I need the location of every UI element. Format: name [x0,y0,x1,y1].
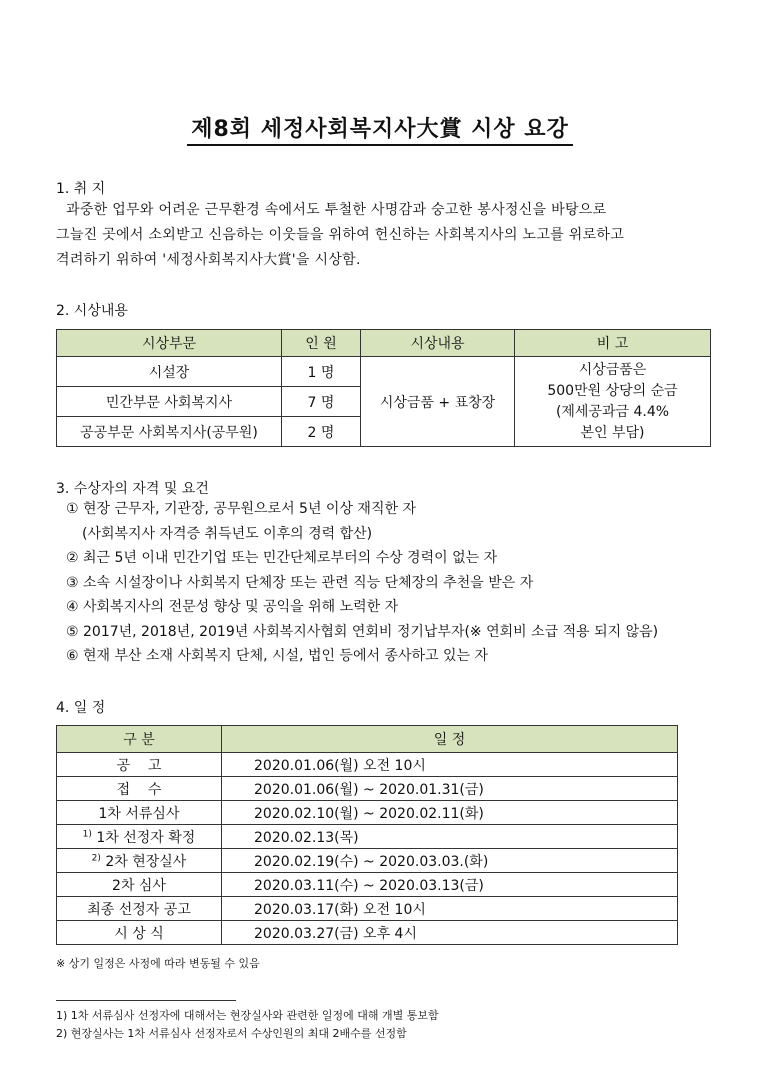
header-division: 구 분 [57,726,222,753]
date-cell: 2020.03.17(화) 오전 10시 [222,897,678,921]
remark-cell [515,357,711,447]
section-1-line-2: 그늘진 곳에서 소외받고 신음하는 이웃들을 위하여 헌신하는 사회복지사의 노고를 위로하고 [56,227,625,243]
list-item: (사회복지사 자격증 취득년도 이후의 경력 합산) [82,525,373,542]
award-cell: 시상금품 + 표창장 [361,357,515,447]
header-remark: 비 고 [515,330,711,357]
header-award: 시상내용 [361,330,515,357]
section-1-line-3: 격려하기 위하여 '세정사회복지사大賞'을 시상함. [56,252,361,268]
page-title: 제8회 세정사회복지사大賞 시상 요강 [0,112,760,143]
remark-line: (제세공과금 4.4% [555,403,670,420]
header-count: 인 원 [282,330,361,357]
category-cell: 민간부문 사회복지사 [57,387,282,417]
table-row [57,873,678,897]
footnote-ref: 1) [82,828,92,839]
footnote-divider [56,1000,236,1001]
list-item: ⑤ 2017년, 2018년, 2019년 사회복지사협회 연회비 정기납부자(※ 연회비 소급 적용 되지 않음) [66,623,659,640]
remark-line: 500만원 상당의 순금 [547,382,678,399]
date-cell: 2020.02.10(월) ~ 2020.02.11(화) [222,801,678,825]
table-row [57,849,678,873]
date-cell: 2020.01.06(월) 오전 10시 [222,753,678,777]
header-category: 시상부문 [57,330,282,357]
section-4-heading: 4. 일 정 [56,700,106,716]
item-cell: 접 수 [57,777,222,801]
award-table [56,329,711,447]
schedule-table-header [57,726,678,753]
count-cell: 7 명 [282,387,361,417]
item-label: 2차 현장실사 [100,853,187,870]
category-cell: 시설장 [57,357,282,387]
remark-line: 시상금품은 [578,361,647,378]
item-cell: 공 고 [57,753,222,777]
date-cell: 2020.01.06(월) ~ 2020.01.31(금) [222,777,678,801]
award-table-header [57,330,711,357]
date-cell: 2020.03.11(수) ~ 2020.03.13(금) [222,873,678,897]
item-cell [57,825,222,849]
list-item: ④ 사회복지사의 전문성 향상 및 공익을 위해 노력한 자 [66,599,399,615]
date-cell: 2020.03.27(금) 오후 4시 [222,921,678,945]
section-3-heading: 3. 수상자의 자격 및 요건 [56,481,209,497]
table-row [57,897,678,921]
header-schedule: 일 정 [222,726,678,753]
footnote-2: 2) 현장실사는 1차 서류심사 선정자로서 수상인원의 최대 2배수를 선정함 [56,1027,407,1040]
list-item: ③ 소속 시설장이나 사회복지 단체장 또는 관련 직능 단체장의 추천을 받은 자 [66,574,534,591]
item-label: 1차 선정자 확정 [91,829,196,846]
item-cell: 시 상 식 [57,921,222,945]
footnote-1: 1) 1차 서류심사 선정자에 대해서는 현장실사와 관련한 일정에 대해 개별 통보함 [56,1009,439,1022]
list-item: ② 최근 5년 이내 민간기업 또는 민간단체로부터의 수상 경력이 없는 자 [66,550,498,566]
item-cell: 1차 서류심사 [57,801,222,825]
footnote-ref: 2) [91,852,101,863]
section-1-line-1: 과중한 업무와 어려운 근무환경 속에서도 투철한 사명감과 숭고한 봉사정신을 바탕으로 [66,202,607,218]
section-1-heading: 1. 취 지 [56,181,106,197]
table-row [57,921,678,945]
item-cell: 2차 심사 [57,873,222,897]
list-item: ⑥ 현재 부산 소재 사회복지 단체, 시설, 법인 등에서 종사하고 있는 자 [66,648,489,664]
date-cell: 2020.02.13(목) [222,825,678,849]
table-row [57,801,678,825]
category-cell: 공공부문 사회복지사(공무원) [57,417,282,447]
table-row [57,753,678,777]
table-row [57,357,711,387]
item-cell [57,849,222,873]
schedule-table [56,725,678,945]
list-item: ① 현장 근무자, 기관장, 공무원으로서 5년 이상 재직한 자 [66,501,416,517]
requirements-list [66,497,658,669]
section-1-body [56,198,712,273]
count-cell: 2 명 [282,417,361,447]
remark-line: 본인 부담) [580,424,645,441]
schedule-note: ※ 상기 일정은 사정에 따라 변동될 수 있음 [56,957,260,970]
date-cell: 2020.02.19(수) ~ 2020.03.03.(화) [222,849,678,873]
table-row [57,825,678,849]
count-cell: 1 명 [282,357,361,387]
table-row [57,777,678,801]
item-cell: 최종 선정자 공고 [57,897,222,921]
section-2-heading: 2. 시상내용 [56,303,128,319]
